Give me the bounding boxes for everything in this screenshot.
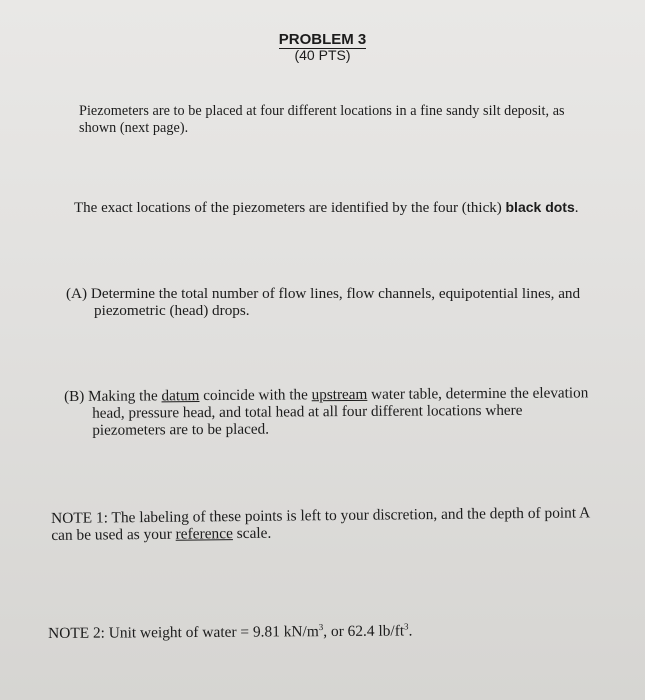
locations-paragraph [74, 199, 614, 217]
note-2-middle: , or 62.4 lb/ft [323, 622, 405, 641]
problem-title-text: PROBLEM 3 [278, 31, 367, 48]
note-1-paragraph [51, 504, 636, 544]
problem-title [0, 31, 645, 48]
part-b-suffix: water table, determine the elevation [367, 384, 589, 403]
part-b-paragraph [64, 384, 624, 439]
part-a-line-2: piezometric (head) drops. [94, 302, 250, 319]
note-2-suffix: . [408, 622, 413, 640]
part-b-middle: coincide with the [199, 386, 312, 405]
locations-end: . [574, 200, 579, 216]
black-dots-bold: black dots [505, 199, 575, 215]
problem-points: (40 PTS) [294, 47, 351, 63]
note-2-exponent-1: 3 [318, 621, 324, 632]
part-b-prefix: (B) Making the [64, 387, 162, 405]
locations-line [74, 199, 614, 217]
note-2-line [48, 622, 548, 642]
reference-underlined: reference [175, 525, 233, 543]
note-2-paragraph [48, 622, 548, 642]
part-a-line-1: (A) Determine the total number of flow lines, flow channels, equipotential lines, and [66, 285, 581, 302]
intro-line-1: Piezometers are to be placed at four different locations in a fine sandy silt deposit, as [79, 103, 565, 119]
datum-underlined: datum [161, 387, 200, 405]
note-1-suffix: scale. [232, 524, 272, 543]
note-1-prefix: can be used as your [51, 525, 176, 544]
upstream-underlined: upstream [311, 385, 368, 404]
note-2-exponent-2: 3 [403, 621, 409, 632]
part-b-line-3: piezometers are to be placed. [92, 420, 270, 439]
intro-line-2: shown (next page). [79, 120, 189, 136]
locations-text: The exact locations of the piezometers are identified by the four (thick) [74, 200, 506, 216]
intro-paragraph [79, 103, 624, 137]
part-a-paragraph [66, 285, 606, 319]
note-2-prefix: NOTE 2: Unit weight of water = 9.81 kN/m [48, 623, 319, 642]
part-b-line-2: head, pressure head, and total head at all four different locations where [92, 401, 523, 422]
note-1-line-1: NOTE 1: The labeling of these points is left to your discretion, and the depth of point A [51, 504, 591, 527]
